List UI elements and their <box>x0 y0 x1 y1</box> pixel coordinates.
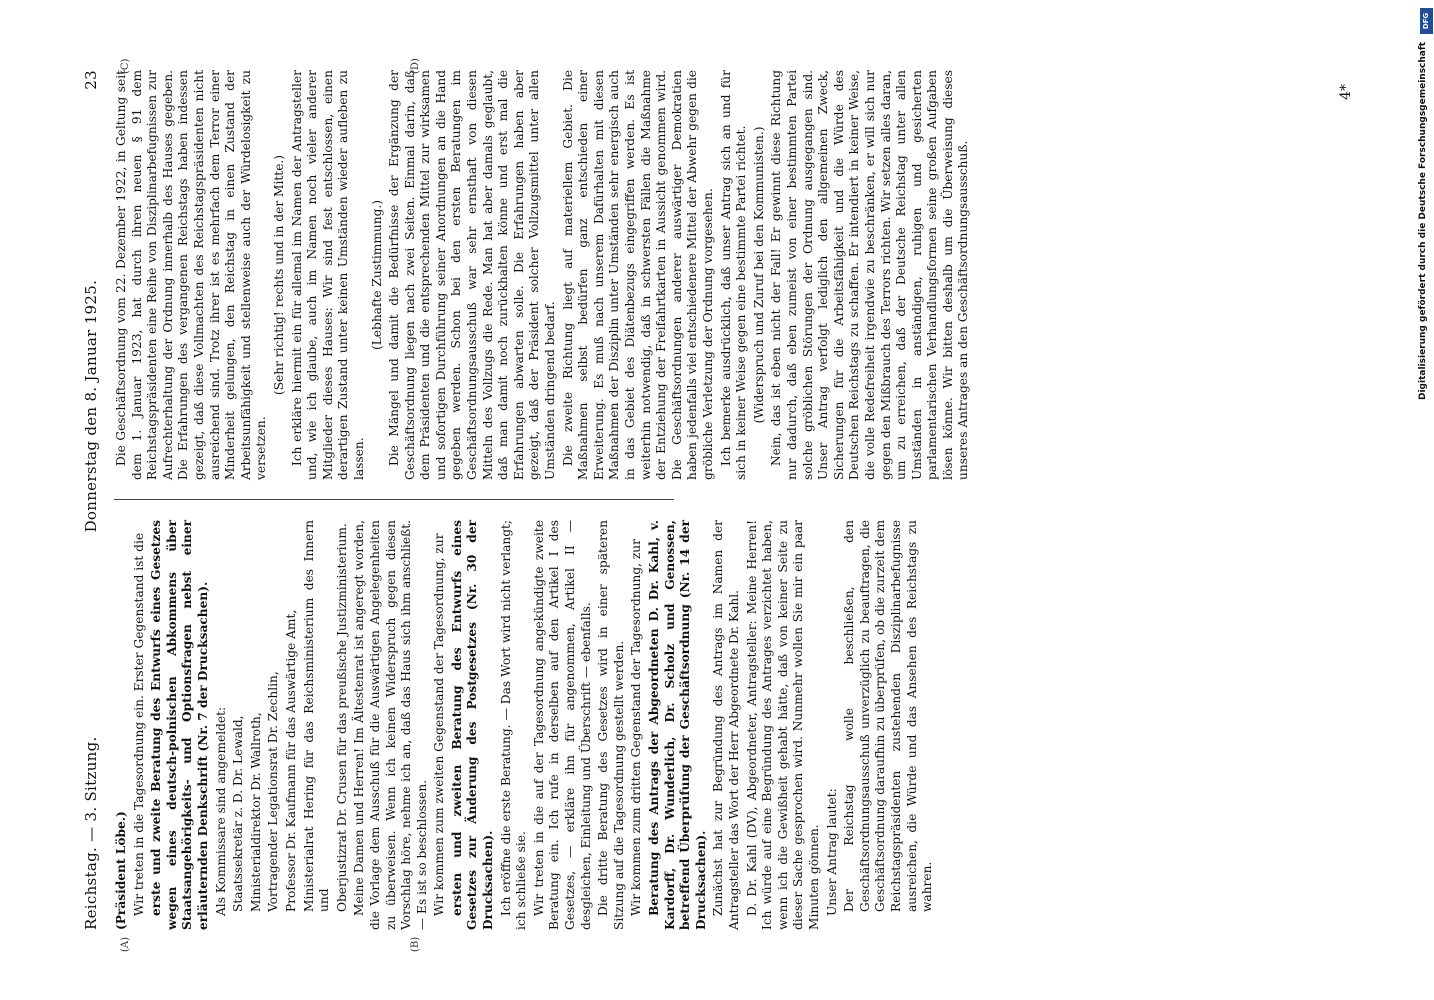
header-right <box>82 70 100 532</box>
margin-marker-a: (A) <box>120 936 131 952</box>
left_column-paragraph: Professor Dr. Kaufmann für das Auswärtige Amt, <box>283 609 298 912</box>
left_column-paragraph: ersten und zweiten Beratung des Entwurfs eines Gesetzes zur Änderung des Postgesetzes (Nr. 30 der Drucksachen). <box>449 520 496 930</box>
column-rule <box>114 499 674 500</box>
left_column-paragraph: Ministerialdirektor Dr. Wallroth, <box>248 712 263 912</box>
dfg-logo-badge <box>1420 8 1433 34</box>
left_column-paragraph: D. Dr. Kahl (DV), Abgeordneter, Antragsteller: Meine Herren! Ich würde auf eine Begründung des Antrages verzichtet haben, wenn ich die Gewißheit gehabt hätte, daß von keiner Seite zu dieser Sache gesprochen wird. Nunmehr wollen Sie mir ein paar Minuten gönnen. <box>744 520 821 930</box>
right_column-paragraph: Ich bemerke ausdrücklich, daß unser Antrag sich an und für sich in keiner Weise gegen eine bestimmte Partei richtet. <box>718 70 749 480</box>
left_column-paragraph: Staatssekretär z. D. Dr. Lewald, <box>231 715 246 912</box>
header-date: Donnerstag den 8. Januar 1925. <box>82 279 100 533</box>
left_column-paragraph: Ministerialrat Hering für das Reichsministerium des Innern und <box>301 520 332 912</box>
right-column <box>114 70 971 480</box>
left_column-paragraph: (Präsident Löbe.) <box>114 811 128 930</box>
right_column-paragraph: (Sehr richtig! rechts und in der Mitte.) <box>271 154 286 396</box>
left_column-paragraph: Beratung des Antrags der Abgeordneten D. Dr. Kahl, v. Kardorff, Dr. Wunderlich, Dr. Scholz und Genossen, betreffend Überprüfung der Geschäftsordnung (Nr. 14 der Drucksachen). <box>647 520 708 930</box>
left-column <box>114 520 935 930</box>
left_column-paragraph: Vortragender Legationsrat Dr. Zechlin, <box>266 671 281 912</box>
header-left: Reichstag. — 3. Sitzung. <box>82 736 100 930</box>
right_column-paragraph: Ich erkläre hiermit ein für allemal im Namen der Antragsteller und, wie ich glaube, auch im Namen noch vieler anderer Mitglieder dieses Hauses: Wir sind fest entschlossen, einen derartigen Zustand unter keinen Umständen wieder aufleben zu lassen. <box>289 70 366 480</box>
left_column-paragraph: Ich eröffne die erste Beratung. — Das Wort wird nicht verlangt; ich schließe sie. <box>498 520 529 930</box>
right_column-paragraph: Nein, das ist eben nicht der Fall! Er gewinnt diese Richtung nur dadurch, daß eben zumeist von einer bestimmten Partei solche gröblichen Störungen der Ordnung ausgegangen sind. Unser Antrag verfolgt lediglich den allgemeinen Zweck, Sicherungen für die Arbeitsfähigkeit und die Würde des Deutschen Reichstags zu schaffen. Er intendiert in keiner Weise, die volle Redefreiheit irgendwie zu beschränken, er will sich nur gegen den Mißbrauch des Terrors richten. Wir setzen alles daran, um zu erreichen, daß der Deutsche Reichstag unter allen Umständen in anständigen, ruhigen und gesicherten parlamentarischen Verhandlungsformen seine großen Aufgaben lösen könne. Wir bitten deshalb um die Überweisung dieses unseres Antrages an den Geschäftsordnungsausschuß. <box>769 70 971 480</box>
left_column-paragraph: Wir kommen zum dritten Gegenstand der Tagesordnung, zur <box>629 539 644 916</box>
rotated-page <box>80 58 1354 952</box>
right_column-paragraph: Die zweite Richtung liegt auf materiellem Gebiet. Die Maßnahmen selbst bedürfen ganz entschieden einer Erweiterung. Es muß nach unserem Dafürhalten mit diesen Maßnahmen der Disziplin unter Umständen sehr energisch auch in das Gebiet des Diätenbezugs eingegriffen werden. Es ist weiterhin notwendig, daß in schwersten Fällen die Maßnahme der Entziehung der Freifahrtkarten in Aussicht genommen wird. Die Geschäftsordnungen anderer auswärtiger Demokratien haben jedenfalls viel entschiedenere Mittel der Abwehr gegen die gröbliche Verletzung der Ordnung vorgesehen. <box>560 70 715 480</box>
right_column-paragraph: (Lebhafte Zustimmung.) <box>369 199 384 351</box>
left_column-paragraph: Die dritte Beratung des Gesetzes wird in einer späteren Sitzung auf die Tagesordnung gestellt werden. <box>596 520 626 930</box>
right_column-paragraph: (Widerspruch und Zuruf bei den Kommunisten.) <box>751 126 766 424</box>
left_column-paragraph: Oberjustizrat Dr. Crusen für das preußische Justizministerium. <box>334 523 349 912</box>
right_column-paragraph: Die Geschäftsordnung vom 22. Dezember 1922, in Geltung seit dem 1. Januar 1923, hat durch ihren neuen § 91 dem Reichstagspräsidenten eine Reihe von Disziplinarbefugnissen zur Aufrechterhaltung der Ordnung innerhalb des Hauses gegeben. Die Erfahrungen des vergangenen Reichstags haben indessen gezeigt, daß diese Vollmachten des Reichstagspräsidenten nicht ausreichend sind. Trotz ihrer ist es mehrfach dem Terror einer Minderheit gelungen, den Reichstag in einen Zustand der Arbeitsunfähigkeit und stellenweise auch der Würdelosigkeit zu versetzen. <box>114 70 269 480</box>
left_column-paragraph: Wir treten in die Tagesordnung ein. Erster Gegenstand ist die <box>131 532 146 916</box>
left_column-paragraph: Wir kommen zum zweiten Gegenstand der Tagesordnung, zur <box>432 533 447 916</box>
right_column-paragraph: Die Mängel und damit die Bedürfnisse der Ergänzung der Geschäftsordnung liegen nach zwei Seiten. Einmal darin, daß dem Präsidenten und die entsprechenden Mittel zur wirksamen und sofortigen Durchführung seiner Anordnungen an die Hand gegeben werden. Schon bei den ersten Beratungen im Geschäftsordnungsausschuß war sehr ernsthaft von diesen Mitteln des Vollzugs die Rede. Man hat aber damals geglaubt, daß man damit noch zurückhalten könne und erst mal die Erfahrungen abwarten solle. Die Erfahrungen haben aber gezeigt, daß der Präsident solcher Vollzugsmittel unter allen Umständen dringend bedarf. <box>387 70 558 480</box>
left_column-paragraph: Als Kommissare sind angemeldet: <box>213 706 228 916</box>
page-number: 23 <box>82 70 100 90</box>
left_column-paragraph: erste und zweite Beratung des Entwurfs eines Gesetzes wegen eines deutsch-polnischen Abkommens über Staatsangehörigkeits- und Optionsfragen nebst einer erläuternden Denkschrift (Nr. 7 der Drucksachen). <box>149 520 210 930</box>
dfg-badge-label: DFG <box>1422 12 1430 30</box>
page-header <box>80 60 106 940</box>
margin-marker-c: (C) <box>120 58 131 74</box>
left_column-paragraph: Wir treten in die auf der Tagesordnung angekündigte zweite Beratung ein. Ich rufe in derselben auf den Artikel I des Gesetzes, — erkläre ihn für angenommen, Artikel II — desgleichen, Einleitung und Überschrift — ebenfalls. <box>531 520 593 930</box>
left_column-paragraph: Zunächst hat zur Begründung des Antrags im Namen der Antragsteller das Wort der Herr Abgeordnete Dr. Kahl. <box>711 520 741 930</box>
margin-marker-b: (B) <box>410 936 421 952</box>
digitization-credit-strip <box>1418 0 1434 1000</box>
left_column-paragraph: Unser Antrag lautet: <box>824 788 839 916</box>
left_column-paragraph: Meine Damen und Herren! Im Ältestenrat ist angeregt worden, die Vorlage dem Ausschuß für die Auswärtigen Angelegenheiten zu überweisen. Wenn ich keinen Widerspruch gegen diesen Vorschlag höre, nehme ich an, daß das Haus sich ihm anschließt. — Es ist so beschlossen. <box>352 520 429 930</box>
left_column-paragraph: Der Reichstag wolle beschließen, den Geschäftsordnungsausschuß unverzüglich zu beauftragen, die Geschäftsordnung daraufhin zu überprüfen, ob die zurzeit dem Reichstagspräsidenten zustehenden Disziplinarbefugnisse ausreichen, die Würde und das Ansehen des Reichstags zu wahren. <box>842 520 935 912</box>
margin-marker-d: (D) <box>410 58 421 74</box>
footer-signature-mark: 4* <box>1338 84 1354 100</box>
credit-text: Digitalisierung gefördert durch die Deutsche Forschungsgemeinschaft <box>1418 41 1428 400</box>
